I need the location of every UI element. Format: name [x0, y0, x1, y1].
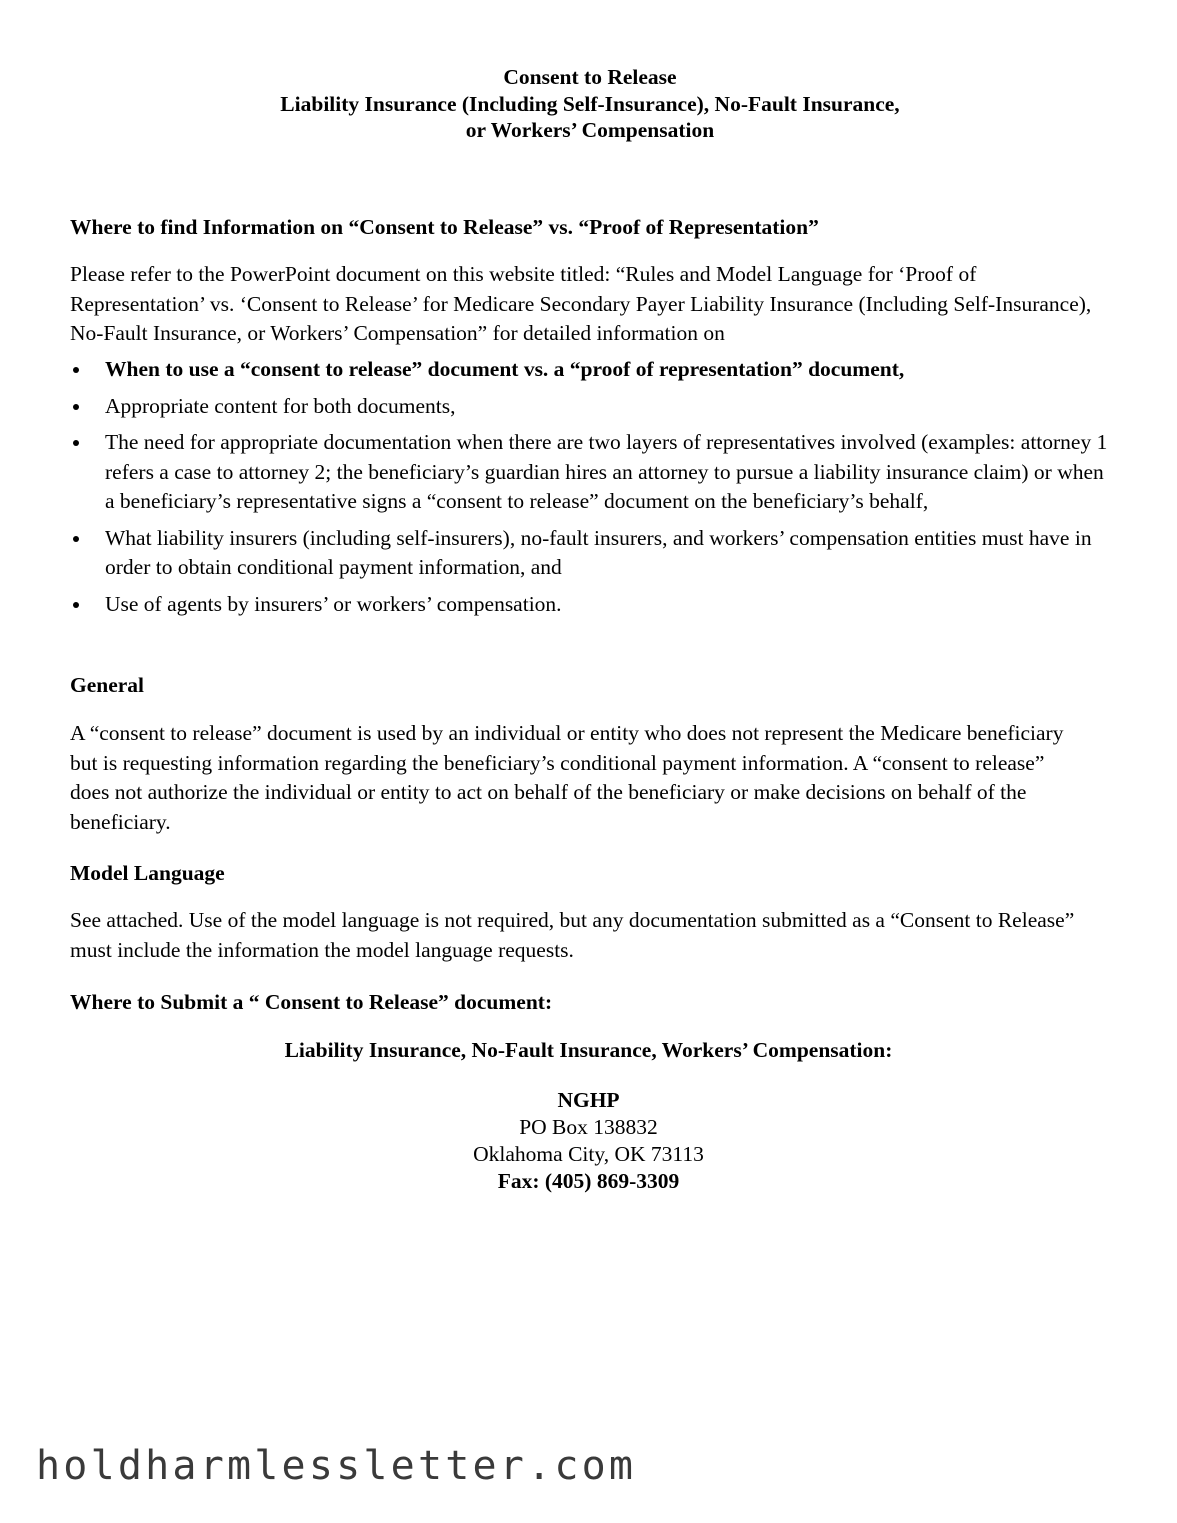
- info-heading: Where to find Information on “Consent to Release” vs. “Proof of Representation”: [70, 215, 819, 239]
- title-line-2: Liability Insurance (Including Self-Insurance), No-Fault Insurance,: [280, 91, 900, 116]
- submit-subheading: Liability Insurance, No-Fault Insurance, Workers’ Compensation:: [284, 1038, 893, 1062]
- info-intro: Please refer to the PowerPoint document on this website titled: “Rules and Model Language for ‘Proof of Representation’ vs. ‘Consent to Release’ for Medicare Secondary Payer Liability Insurance (Including Self-Insurance), No-Fault Insurance, or Workers’ Compensation” for detailed information on: [70, 262, 1092, 345]
- bullet-icon: [73, 404, 79, 410]
- fax-number: Fax: (405) 869-3309: [497, 1169, 680, 1193]
- bullet-text: The need for appropriate documentation when there are two layers of representatives involved (examples: attorney 1 refers a case to attorney 2; the beneficiary’s guardian hires an attorney to pursue a liability insurance claim) or when a beneficiary’s representative signs a “consent to release” document on the beneficiary’s behalf,: [105, 430, 1108, 513]
- address-name: NGHP: [557, 1088, 620, 1112]
- document-page: [70, 64, 1110, 1193]
- info-bullet-list: [70, 355, 1110, 626]
- bullet-icon: [73, 602, 79, 608]
- general-body: A “consent to release” document is used by an individual or entity who does not represent the Medicare beneficiary but is requesting information regarding the beneficiary’s conditional payment information. A “consent to release” does not authorize the individual or entity to act on behalf of the beneficiary or make decisions on behalf of the beneficiary.: [70, 721, 1064, 834]
- list-item: [70, 524, 1110, 583]
- document-title: [70, 64, 1110, 144]
- site-watermark: holdharmlessletter.com: [36, 1443, 637, 1489]
- bullet-text: What liability insurers (including self-insurers), no-fault insurers, and workers’ compensation entities must have in order to obtain conditional payment information, and: [105, 525, 1092, 579]
- bullet-text: When to use a “consent to release” document vs. a “proof of representation” document,: [105, 357, 905, 381]
- title-line-3: or Workers’ Compensation: [465, 118, 715, 142]
- bullet-icon: [73, 367, 79, 373]
- list-item: [70, 392, 1110, 422]
- list-item: [70, 428, 1110, 517]
- model-language-heading: Model Language: [70, 861, 225, 885]
- bullet-icon: [73, 536, 79, 542]
- list-item: [70, 355, 1110, 385]
- model-language-body: See attached. Use of the model language is not required, but any documentation submitted as a “Consent to Release” must include the information the model language requests.: [70, 908, 1075, 962]
- bullet-icon: [73, 440, 79, 446]
- bullet-text: Use of agents by insurers’ or workers’ compensation.: [105, 591, 562, 616]
- submit-heading: Where to Submit a “ Consent to Release” document:: [70, 990, 553, 1014]
- title-line-1: Consent to Release: [503, 65, 677, 89]
- general-heading: General: [70, 673, 145, 697]
- address-line-1: PO Box 138832: [519, 1115, 658, 1139]
- bullet-text: Appropriate content for both documents,: [105, 393, 456, 418]
- list-item: [70, 590, 1110, 620]
- mailing-address: [70, 1087, 1107, 1195]
- address-line-2: Oklahoma City, OK 73113: [473, 1142, 704, 1166]
